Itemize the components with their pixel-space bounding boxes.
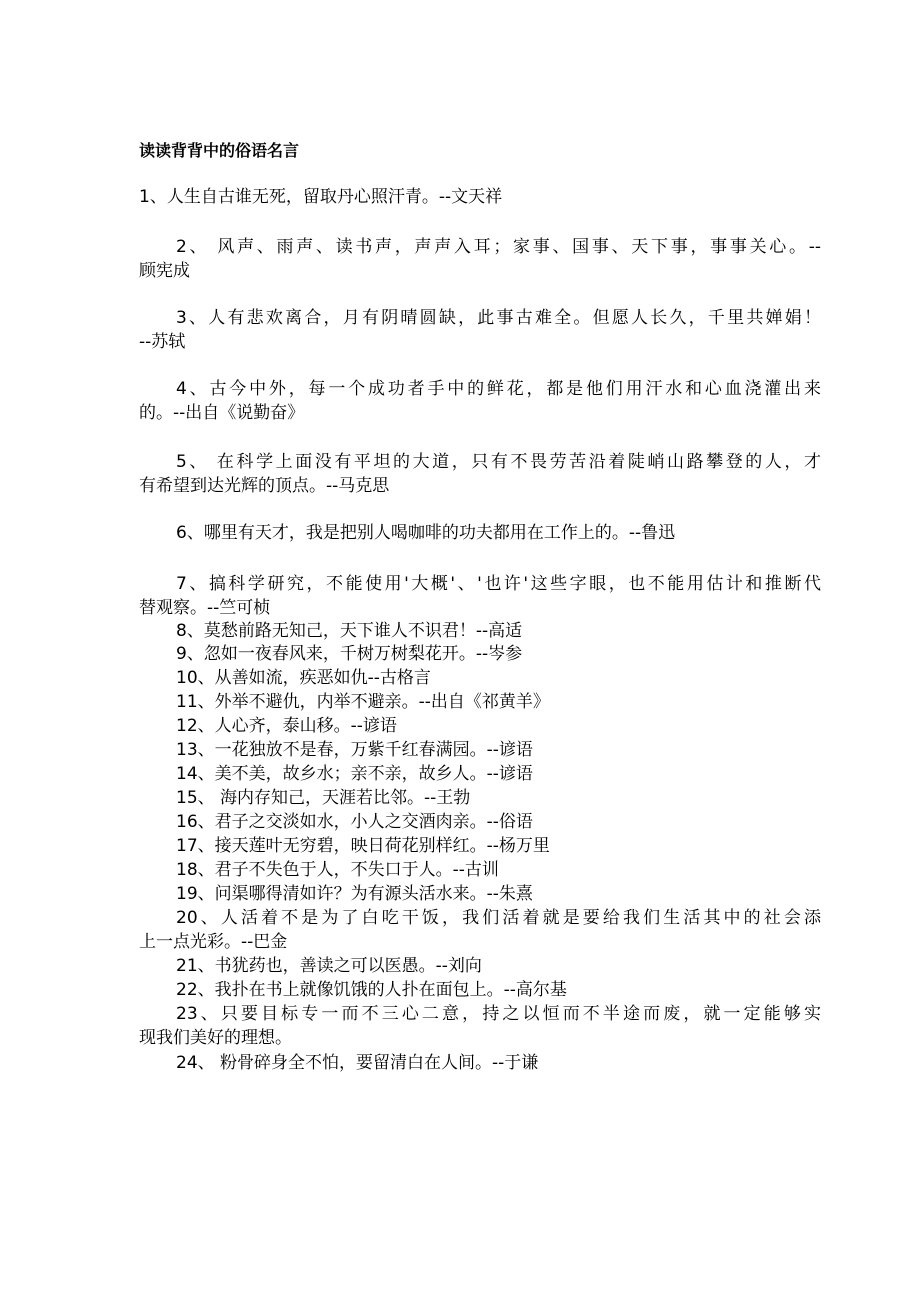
quote-11: 11、外举不避仇，内举不避亲。--出自《祁黄羊》 — [176, 692, 550, 712]
quote-6-line-1: 6、哪里有天才，我是把别人喝咖啡的功夫都用在工作上的。--鲁迅 — [176, 523, 676, 543]
quote-2-line-2: 顾宪成 — [139, 261, 190, 281]
quote-12: 12、人心齐，泰山移。--谚语 — [176, 716, 397, 736]
quote-7-line-1: 7、搞科学研究，不能使用'大概'、'也许'这些字眼，也不能用估计和推断代 — [176, 574, 821, 594]
quote-22: 22、我扑在书上就像饥饿的人扑在面包上。--高尔基 — [176, 980, 567, 1000]
quote-4-line-2: 的。--出自《说勤奋》 — [139, 403, 305, 423]
quote-3-line-2: --苏轼 — [139, 332, 186, 352]
quote-9: 9、忽如一夜春风来，千树万树梨花开。--岑参 — [176, 644, 523, 664]
quote-20-line-1: 20、人活着不是为了白吃干饭，我们活着就是要给我们生活其中的社会添 — [176, 908, 821, 928]
quote-13: 13、一花独放不是春，万紫千红春满园。--谚语 — [176, 740, 533, 760]
quote-23-line-2: 现我们美好的理想。 — [139, 1028, 292, 1048]
quote-3-line-1: 3、人有悲欢离合，月有阴晴圆缺，此事古难全。但愿人长久，千里共婵娟！ — [176, 308, 821, 328]
quote-5-line-1: 5、 在科学上面没有平坦的大道，只有不畏劳苦沿着陡峭山路攀登的人，才 — [176, 452, 821, 472]
quote-7-line-2: 替观察。--竺可桢 — [139, 598, 271, 618]
quote-18: 18、君子不失色于人，不失口于人。--古训 — [176, 860, 499, 880]
quote-20-line-2: 上一点光彩。--巴金 — [139, 932, 288, 952]
quote-21: 21、书犹药也，善读之可以医愚。--刘向 — [176, 956, 482, 976]
quote-17: 17、接天莲叶无穷碧，映日荷花别样红。--杨万里 — [176, 836, 550, 856]
quote-2-line-1: 2、 风声、雨声、读书声，声声入耳；家事、国事、天下事，事事关心。-- — [176, 237, 821, 257]
quote-16: 16、君子之交淡如水，小人之交酒肉亲。--俗语 — [176, 812, 533, 832]
quote-14: 14、美不美，故乡水；亲不亲，故乡人。--谚语 — [176, 764, 533, 784]
quote-8: 8、莫愁前路无知己，天下谁人不识君！--高适 — [176, 621, 523, 641]
quote-23-line-1: 23、只要目标专一而不三心二意，持之以恒而不半途而废，就一定能够实 — [176, 1004, 821, 1024]
quote-4-line-1: 4、古今中外，每一个成功者手中的鲜花，都是他们用汗水和心血浇灌出来 — [176, 379, 821, 399]
page-title: 读读背背中的俗语名言 — [139, 141, 300, 160]
quote-5-line-2: 有希望到达光辉的顶点。--马克思 — [139, 476, 390, 496]
quote-1-line-1: 1、人生自古谁无死，留取丹心照汗青。--文天祥 — [139, 187, 503, 207]
quote-10: 10、从善如流，疾恶如仇--古格言 — [176, 668, 431, 688]
quote-24: 24、 粉骨碎身全不怕，要留清白在人间。--于谦 — [176, 1053, 539, 1073]
quote-15: 15、 海内存知己，天涯若比邻。--王勃 — [176, 788, 471, 808]
quote-19: 19、问渠哪得清如许？为有源头活水来。--朱熹 — [176, 884, 533, 904]
